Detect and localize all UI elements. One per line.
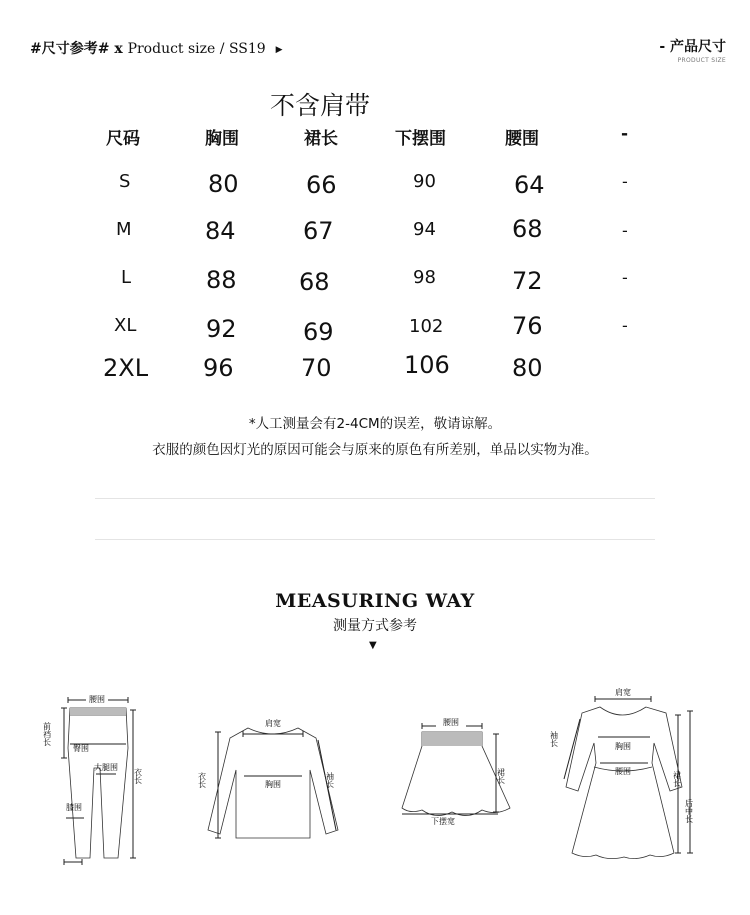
header-left-cn: #尺寸参考# x: [30, 41, 123, 57]
table-cell: 68: [299, 268, 330, 296]
table-cell: 69: [303, 318, 334, 346]
table-cell: 94: [413, 219, 436, 240]
top-shoulder-label: 肩宽: [265, 719, 281, 728]
header-right-title: - 产品尺寸: [659, 39, 726, 55]
pants-hip-label: 臀围: [73, 744, 89, 753]
table-cell: 102: [409, 316, 444, 337]
col-header-length: 裙长: [304, 129, 338, 149]
table-cell: 96: [203, 354, 234, 382]
dress-length-label: 裙长: [672, 771, 682, 787]
col-header-chest: 胸围: [205, 129, 239, 149]
table-cell: 2XL: [103, 354, 149, 382]
table-cell: 67: [303, 217, 334, 245]
table-cell: M: [116, 219, 132, 240]
pants-thigh-label: 大腿围: [94, 763, 118, 772]
dress-waist-label: 腰围: [615, 767, 631, 776]
table-cell: 106: [404, 351, 450, 379]
table-cell: L: [121, 267, 132, 288]
top-sleeve-label: 袖长: [325, 772, 335, 788]
table-cell: 76: [512, 312, 543, 340]
measuring-title: MEASURING WAY: [275, 590, 475, 612]
table-cell: -: [622, 172, 628, 191]
dress-back-label: 后中长: [684, 799, 694, 823]
pants-rise-label: 前裆长: [42, 722, 52, 746]
pants-diagram: [38, 688, 158, 868]
table-cell: 92: [206, 315, 237, 343]
top-chest-label: 胸围: [265, 780, 281, 789]
header-right-sub: PRODUCT SIZE: [677, 57, 726, 64]
divider: [95, 539, 655, 540]
table-cell: 66: [306, 171, 337, 199]
table-cell: 80: [208, 170, 239, 198]
col-header-dash: -: [621, 124, 629, 144]
table-cell: -: [622, 268, 628, 287]
header-right: [659, 36, 726, 64]
pants-knee-label: 膝围: [66, 803, 82, 812]
col-header-waist: 腰围: [505, 129, 539, 149]
header-left: [30, 38, 283, 58]
table-cell: 70: [301, 354, 332, 382]
disclaimer-line-1: *人工测量会有2-4CM的误差，敬请谅解。: [248, 416, 502, 432]
header-left-en: Product size / SS19: [127, 41, 266, 57]
play-triangle-icon: ▶: [275, 45, 283, 55]
table-cell: 98: [413, 267, 436, 288]
dress-sleeve-label: 袖长: [550, 731, 559, 747]
table-note: 不含肩带: [270, 91, 371, 120]
measuring-subtitle: 测量方式参考: [333, 618, 417, 634]
table-cell: -: [622, 221, 628, 240]
table-cell: 88: [206, 266, 237, 294]
table-cell: 84: [205, 217, 236, 245]
top-length-label: 衣长: [198, 772, 207, 788]
table-cell: 68: [512, 215, 543, 243]
table-cell: 64: [514, 171, 545, 199]
table-cell: S: [119, 171, 131, 192]
table-cell: 80: [512, 354, 543, 382]
skirt-diagram: [398, 712, 518, 830]
skirt-length-label: 裙长: [496, 768, 506, 784]
table-cell: 72: [512, 267, 543, 295]
table-cell: -: [622, 316, 628, 335]
disclaimer-line-2: 衣服的颜色因灯光的原因可能会与原来的原色有所差别，单品以实物为准。: [152, 442, 598, 458]
table-cell: XL: [114, 315, 137, 336]
dress-chest-label: 胸围: [615, 742, 631, 751]
col-header-hem: 下摆围: [395, 129, 446, 149]
pants-length-label: 衣长: [133, 768, 143, 784]
skirt-hem-label: 下摆宽: [431, 817, 455, 826]
col-header-size: 尺码: [106, 129, 140, 149]
pants-waist-label: 腰围: [89, 695, 105, 704]
down-triangle-icon: ▼: [369, 640, 377, 651]
divider: [95, 498, 655, 499]
top-diagram: [198, 710, 348, 850]
dress-diagram: [550, 683, 710, 873]
dress-shoulder-label: 肩宽: [615, 688, 631, 697]
table-cell: 90: [413, 171, 436, 192]
skirt-waist-label: 腰围: [443, 718, 459, 727]
